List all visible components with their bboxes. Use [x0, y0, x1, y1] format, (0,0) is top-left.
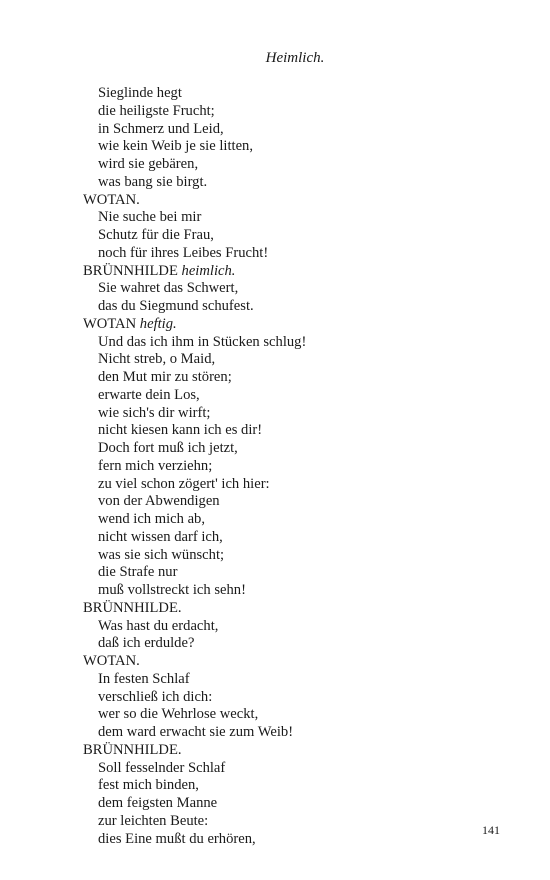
verse-text: Sie wahret das Schwert, — [98, 280, 239, 297]
speaker-name: WOTAN — [83, 315, 137, 332]
verse-text: wer so die Wehrlose weckt, — [98, 706, 259, 723]
verse-line — [83, 831, 530, 849]
verse-text: verschließ ich dich: — [98, 688, 213, 705]
verse-text: Was hast du erdacht, — [98, 617, 219, 634]
verse-line — [83, 724, 530, 742]
verse-line — [83, 760, 530, 778]
verse-line — [83, 813, 530, 831]
verse-text: die Strafe nur — [98, 564, 178, 581]
verse-text: wie sich's dir wirft; — [98, 404, 211, 421]
speaker-name-line — [83, 192, 530, 210]
verse-text: von der Abwendigen — [98, 493, 220, 510]
verse-line — [83, 334, 530, 352]
verse-line — [83, 245, 530, 263]
verse-text: In festen Schlaf — [98, 670, 190, 687]
verse-line — [83, 777, 530, 795]
verse-line — [83, 582, 530, 600]
verse-line — [83, 298, 530, 316]
verse-text: erwarte dein Los, — [98, 386, 200, 403]
speaker-name-line — [83, 600, 530, 618]
verse-text: Nie suche bei mir — [98, 209, 202, 226]
verse-text: wie kein Weib je sie litten, — [98, 138, 253, 155]
verse-text: wird sie gebären, — [98, 156, 199, 172]
verse-text: fest mich binden, — [98, 777, 199, 794]
speaker-name: WOTAN. — [83, 191, 140, 208]
verse-line — [83, 174, 530, 192]
verse-line — [83, 511, 530, 529]
speaker-name-line — [83, 316, 530, 334]
verse-line — [83, 493, 530, 511]
verse-text: was bang sie birgt. — [98, 173, 208, 190]
verse-line — [83, 369, 530, 387]
verse-text: in Schmerz und Leid, — [98, 120, 224, 137]
stage-direction: heftig. — [139, 315, 177, 332]
verse-text: den Mut mir zu stören; — [98, 369, 232, 385]
verse-text: Nicht streb, o Maid, — [98, 351, 216, 368]
stage-direction: heimlich. — [181, 262, 236, 279]
verse-line — [83, 121, 530, 139]
verse-text: das du Siegmund schufest. — [98, 298, 254, 314]
verse-line — [83, 103, 530, 121]
verse-line — [83, 405, 530, 423]
speaker-name: BRÜNNHILDE — [83, 262, 178, 279]
verse-text: fern mich verziehn; — [98, 457, 213, 474]
speaker-name-line — [83, 742, 530, 760]
verse-text: dies Eine mußt du erhören, — [98, 830, 256, 847]
verse-text: zur leichten Beute: — [98, 812, 209, 829]
verse-text: nicht wissen darf ich, — [98, 528, 223, 545]
verse-text: Doch fort muß ich jetzt, — [98, 440, 238, 456]
verse-line — [83, 635, 530, 653]
verse-text: muß vollstreckt ich sehn! — [98, 582, 246, 598]
verse-line — [83, 138, 530, 156]
speaker-name: WOTAN. — [83, 653, 140, 669]
verse-line — [83, 280, 530, 298]
verse-line — [83, 671, 530, 689]
verse-text: Sieglinde hegt — [98, 85, 182, 101]
speaker-name-line — [83, 263, 530, 281]
verse-text: zu viel schon zögert' ich hier: — [98, 475, 270, 492]
verse-text: dem ward erwacht sie zum Weib! — [98, 724, 294, 740]
verse-line — [83, 795, 530, 813]
verse-line — [83, 440, 530, 458]
verse-line — [83, 387, 530, 405]
page-number: 141 — [482, 823, 500, 837]
verse-line — [83, 564, 530, 582]
verse-line — [83, 227, 530, 245]
verse-text: dem feigsten Manne — [98, 795, 218, 811]
verse-text: wend ich mich ab, — [98, 511, 205, 527]
libretto-text — [83, 85, 530, 848]
verse-line — [83, 351, 530, 369]
verse-text: was sie sich wünscht; — [98, 546, 225, 563]
verse-line — [83, 706, 530, 724]
verse-line — [83, 85, 530, 103]
verse-line — [83, 458, 530, 476]
speaker-name-line — [83, 653, 530, 671]
verse-line — [83, 689, 530, 707]
speaker-name: BRÜNNHILDE. — [83, 599, 182, 616]
verse-text: nicht kiesen kann ich es dir! — [98, 422, 263, 439]
verse-line — [83, 476, 530, 494]
verse-text: die heiligste Frucht; — [98, 102, 215, 119]
verse-line — [83, 618, 530, 636]
speaker-name: BRÜNNHILDE. — [83, 741, 182, 758]
verse-text: noch für ihres Leibes Frucht! — [98, 244, 269, 261]
verse-line — [83, 529, 530, 547]
verse-line — [83, 156, 530, 174]
verse-text: Schutz für die Frau, — [98, 227, 214, 243]
verse-line — [83, 422, 530, 440]
verse-line — [83, 209, 530, 227]
running-header: Heimlich. — [265, 50, 325, 66]
verse-line — [83, 547, 530, 565]
verse-text: Und das ich ihm in Stücken schlug! — [98, 333, 307, 350]
verse-text: Soll fesselnder Schlaf — [98, 759, 226, 776]
verse-text: daß ich erdulde? — [98, 635, 195, 652]
